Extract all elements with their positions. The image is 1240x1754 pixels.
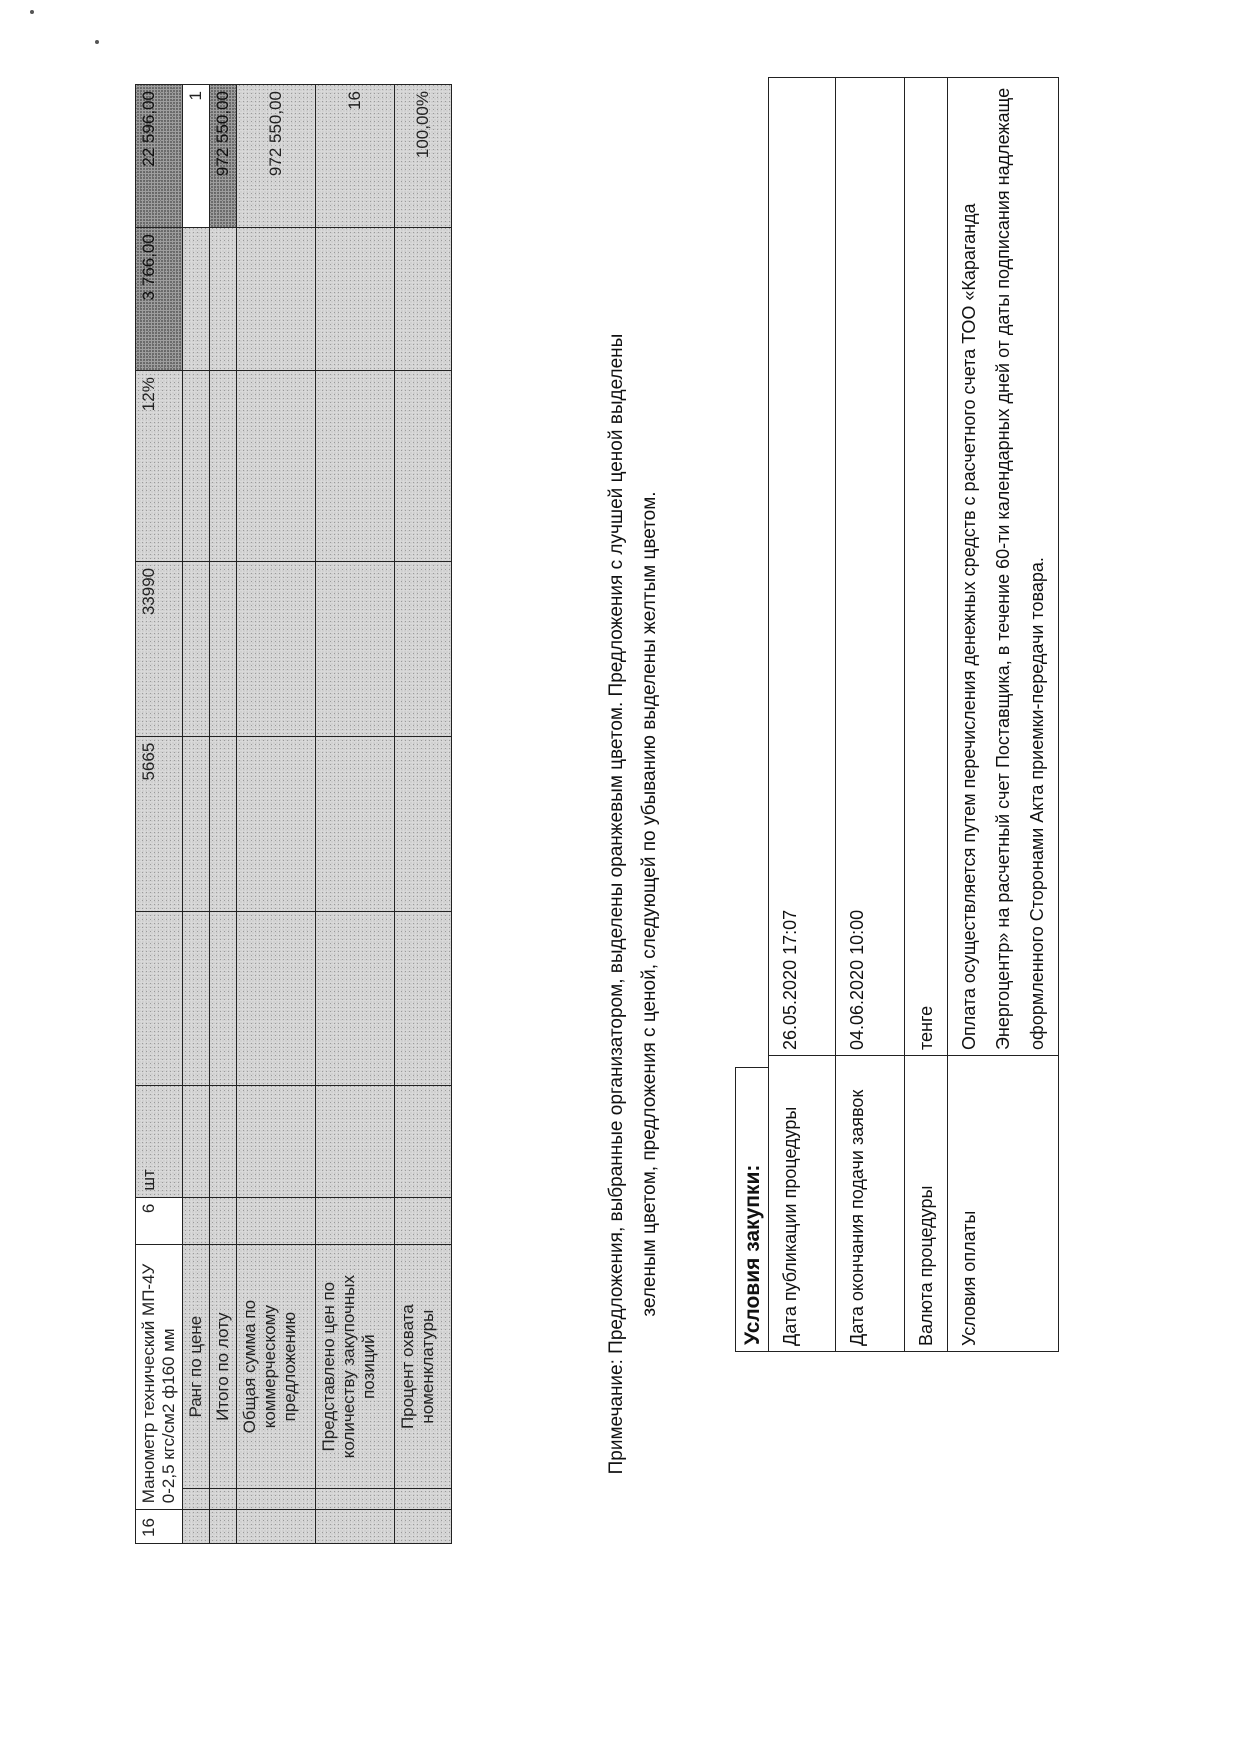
conditions-value: 26.05.2020 17:07 bbox=[769, 78, 836, 1056]
summary-label: Ранг по цене bbox=[183, 1245, 210, 1489]
summary-row-rank bbox=[183, 85, 210, 1544]
empty-cell bbox=[395, 736, 452, 911]
summary-label: Представлено цен по количеству закупочных позиций bbox=[316, 1245, 395, 1489]
summary-row-lot-total bbox=[210, 85, 237, 1544]
scan-speck bbox=[95, 40, 99, 44]
empty-cell bbox=[316, 1510, 395, 1544]
summary-label: Итого по лоту bbox=[210, 1245, 237, 1489]
note-line: зеленым цветом, предложения с ценой, следующей по убыванию выделены желтым цветом. bbox=[639, 491, 660, 1317]
empty-cell bbox=[210, 1197, 237, 1245]
empty-cell bbox=[210, 1510, 237, 1544]
empty-cell bbox=[210, 1489, 237, 1510]
empty-cell bbox=[237, 911, 316, 1086]
empty-cell bbox=[237, 1197, 316, 1245]
empty-cell bbox=[237, 561, 316, 736]
item-price-1: 3 766,00 bbox=[136, 228, 183, 371]
conditions-row bbox=[836, 78, 905, 1352]
empty-cell bbox=[316, 736, 395, 911]
empty-cell bbox=[183, 736, 210, 911]
conditions-value: тенге bbox=[905, 78, 948, 1056]
item-quantity: 6 bbox=[136, 1197, 183, 1245]
item-number: 16 bbox=[136, 1510, 183, 1544]
empty-cell bbox=[210, 561, 237, 736]
empty-cell bbox=[395, 1197, 452, 1245]
empty-cell bbox=[183, 1510, 210, 1544]
empty-cell bbox=[136, 911, 183, 1086]
empty-cell bbox=[395, 1489, 452, 1510]
empty-cell bbox=[395, 561, 452, 736]
empty-cell bbox=[183, 561, 210, 736]
empty-cell bbox=[395, 1510, 452, 1544]
item-col-b: 33990 bbox=[136, 561, 183, 736]
empty-cell bbox=[210, 736, 237, 911]
empty-cell bbox=[237, 228, 316, 371]
empty-cell bbox=[395, 911, 452, 1086]
empty-cell bbox=[395, 1086, 452, 1197]
conditions-table bbox=[768, 77, 1059, 1352]
conditions-key: Дата публикации процедуры bbox=[769, 1056, 836, 1352]
empty-cell bbox=[183, 911, 210, 1086]
empty-cell bbox=[237, 1489, 316, 1510]
conditions-key: Дата окончания подачи заявок bbox=[836, 1056, 905, 1352]
empty-cell bbox=[210, 371, 237, 562]
empty-cell bbox=[210, 1086, 237, 1197]
summary-label: Процент охвата номенклатуры bbox=[395, 1245, 452, 1489]
empty-cell bbox=[183, 1489, 210, 1510]
item-unit: шт bbox=[136, 1086, 183, 1197]
item-name: Манометр технический МП-4У 0-2,5 кгс/см2 ф160 мм bbox=[136, 1245, 183, 1510]
empty-cell bbox=[316, 561, 395, 736]
empty-cell bbox=[210, 228, 237, 371]
item-row bbox=[136, 85, 183, 1544]
empty-cell bbox=[316, 1489, 395, 1510]
summary-row-coverage bbox=[395, 85, 452, 1544]
conditions-row bbox=[905, 78, 948, 1352]
conditions-key: Условия оплаты bbox=[948, 1056, 1059, 1352]
item-table bbox=[135, 84, 452, 1544]
summary-label: Общая сумма по коммерческому предложению bbox=[237, 1245, 316, 1489]
item-percent: 12% bbox=[136, 371, 183, 562]
empty-cell bbox=[183, 1197, 210, 1245]
summary-row-prices-count bbox=[316, 85, 395, 1544]
item-price-2: 22 596,00 bbox=[136, 85, 183, 228]
summary-row-total-sum bbox=[237, 85, 316, 1544]
conditions-title: Условия закупки: bbox=[735, 1067, 768, 1352]
empty-cell bbox=[316, 371, 395, 562]
empty-cell bbox=[316, 1086, 395, 1197]
empty-cell bbox=[210, 911, 237, 1086]
empty-cell bbox=[237, 371, 316, 562]
conditions-key: Валюта процедуры bbox=[905, 1056, 948, 1352]
empty-cell bbox=[183, 371, 210, 562]
empty-cell bbox=[237, 1510, 316, 1544]
conditions-row bbox=[948, 78, 1059, 1352]
empty-cell bbox=[183, 1086, 210, 1197]
conditions-row bbox=[769, 78, 836, 1352]
summary-value: 100,00% bbox=[395, 85, 452, 228]
summary-value: 972 550,00 bbox=[237, 85, 316, 228]
empty-cell bbox=[395, 371, 452, 562]
empty-cell bbox=[237, 1086, 316, 1197]
conditions-value: 04.06.2020 10:00 bbox=[836, 78, 905, 1056]
empty-cell bbox=[316, 228, 395, 371]
summary-value: 16 bbox=[316, 85, 395, 228]
item-col-a: 5665 bbox=[136, 736, 183, 911]
summary-value: 972 550,00 bbox=[210, 85, 237, 228]
scan-speck bbox=[30, 10, 34, 14]
empty-cell bbox=[316, 911, 395, 1086]
empty-cell bbox=[395, 228, 452, 371]
empty-cell bbox=[316, 1197, 395, 1245]
empty-cell bbox=[237, 736, 316, 911]
note-paragraph bbox=[600, 254, 666, 1554]
empty-cell bbox=[183, 228, 210, 371]
conditions-value: Оплата осуществляется путем перечисления денежных средств с расчетного счета ТОО «Караганда Энергоцентр» на расчетный счет Поставщика, в течение 60-ти календарных дней от даты подписания надлежаще оформленного Сторонами Акта приемки-передачи товара. bbox=[948, 78, 1059, 1056]
summary-value: 1 bbox=[183, 85, 210, 228]
note-line: Примечание: Предложения, выбранные организатором, выделены оранжевым цветом. Предложения с лучшей ценой выделены bbox=[606, 333, 627, 1475]
